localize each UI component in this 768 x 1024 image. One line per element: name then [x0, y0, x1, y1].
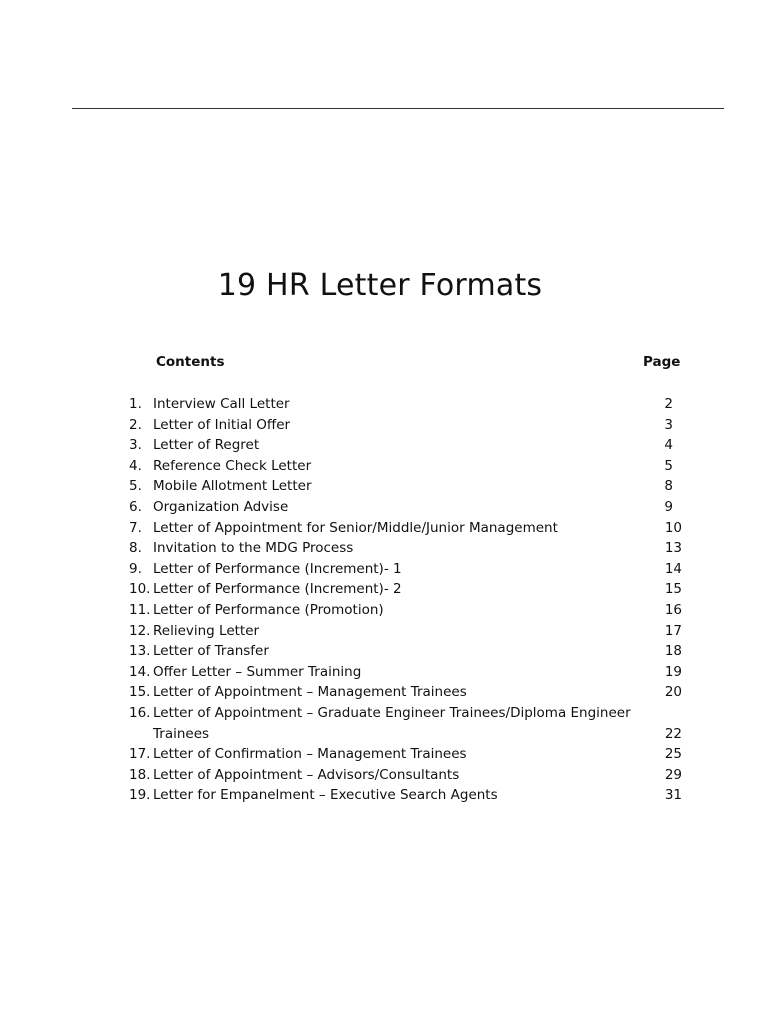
toc-entry-page: 25	[664, 746, 682, 763]
toc-entry-title: Letter of Appointment – Graduate Engineer Trainees/Diploma Engineer Trainees	[153, 704, 631, 742]
toc-entry[interactable]	[0, 559, 768, 580]
toc-entry[interactable]	[0, 621, 768, 642]
toc-entry-number: 12.	[129, 622, 151, 639]
toc-entry-number: 9.	[129, 560, 142, 577]
toc-entry[interactable]	[0, 600, 768, 621]
document-title: 19 HR Letter Formats	[217, 268, 543, 304]
toc-entry[interactable]	[0, 744, 768, 765]
table-of-contents	[0, 394, 768, 806]
toc-entry-number: 19.	[129, 787, 151, 804]
toc-entry-page: 18	[664, 643, 682, 660]
toc-entry-number: 7.	[129, 519, 142, 536]
toc-entry-number: 11.	[129, 601, 151, 618]
toc-entry-title: Letter of Performance (Promotion)	[153, 601, 384, 618]
toc-entry-title: Letter of Appointment – Advisors/Consultants	[153, 766, 460, 783]
toc-entry-page: 29	[664, 766, 682, 783]
toc-entry[interactable]	[0, 435, 768, 456]
toc-entry-title: Letter of Regret	[153, 437, 260, 454]
toc-entry-title: Letter of Initial Offer	[153, 416, 291, 433]
contents-heading: Contents	[156, 354, 225, 370]
page-column-heading: Page	[643, 354, 681, 370]
toc-entry-number: 3.	[129, 437, 142, 454]
toc-entry-number: 2.	[129, 416, 142, 433]
toc-entry-page: 8	[664, 478, 673, 495]
toc-entry-number: 1.	[129, 396, 142, 412]
toc-entry[interactable]	[0, 415, 768, 436]
toc-entry-page: 10	[664, 519, 682, 536]
toc-entry-title: Letter of Confirmation – Management Trainees	[153, 746, 467, 763]
toc-entry-page: 22	[664, 725, 682, 742]
toc-entry-number: 18.	[129, 766, 151, 783]
toc-entry-page: 31	[664, 787, 682, 804]
toc-entry[interactable]	[0, 641, 768, 662]
toc-entry-number: 10.	[129, 581, 151, 598]
toc-entry[interactable]	[0, 456, 768, 477]
toc-entry-page: 14	[664, 560, 682, 577]
toc-entry-number: 8.	[129, 540, 142, 557]
toc-entry[interactable]	[0, 538, 768, 559]
toc-entry-title: Letter of Performance (Increment)- 1	[153, 560, 402, 577]
toc-entry-page: 5	[664, 457, 673, 474]
toc-entry[interactable]	[0, 497, 768, 518]
toc-entry[interactable]	[0, 579, 768, 600]
toc-entry[interactable]	[0, 785, 768, 806]
toc-entry-page: 13	[664, 540, 682, 557]
toc-entry-title: Mobile Allotment Letter	[153, 478, 312, 495]
toc-entry[interactable]	[0, 765, 768, 786]
toc-entry[interactable]	[0, 682, 768, 703]
toc-entry[interactable]	[0, 476, 768, 497]
toc-entry-title: Invitation to the MDG Process	[153, 540, 354, 557]
toc-entry[interactable]	[0, 662, 768, 683]
toc-entry-page: 17	[664, 622, 682, 639]
toc-entry-number: 17.	[129, 746, 151, 763]
toc-entry[interactable]	[0, 703, 768, 744]
toc-entry-number: 13.	[129, 643, 151, 660]
toc-entry-number: 6.	[129, 498, 142, 515]
toc-entry-title: Interview Call Letter	[153, 396, 290, 412]
toc-entry-title: Organization Advise	[153, 498, 289, 515]
header-rule	[72, 108, 724, 109]
toc-entry-number: 5.	[129, 478, 142, 495]
toc-entry-title: Letter of Appointment for Senior/Middle/Junior Management	[153, 519, 558, 536]
toc-entry-page: 3	[664, 416, 673, 433]
toc-entry-number: 14.	[129, 663, 151, 680]
toc-entry-page: 4	[664, 437, 673, 454]
toc-entry-number: 16.	[129, 704, 151, 721]
toc-entry-title: Relieving Letter	[153, 622, 260, 639]
toc-entry-title: Letter of Appointment – Management Trainees	[153, 684, 467, 701]
toc-entry[interactable]	[0, 518, 768, 539]
toc-entry-number: 4.	[129, 457, 142, 474]
toc-entry-page: 19	[664, 663, 682, 680]
toc-entry-page: 20	[664, 684, 682, 701]
toc-entry-title: Offer Letter – Summer Training	[153, 663, 362, 680]
toc-entry[interactable]	[0, 394, 768, 415]
toc-entry-page: 2	[664, 396, 673, 412]
toc-entry-page: 16	[664, 601, 682, 618]
toc-entry-title: Letter of Performance (Increment)- 2	[153, 581, 402, 598]
toc-entry-page: 15	[664, 581, 682, 598]
toc-entry-page: 9	[664, 498, 673, 515]
toc-entry-number: 15.	[129, 684, 151, 701]
toc-entry-title: Letter for Empanelment – Executive Search Agents	[153, 787, 498, 804]
toc-entry-title: Letter of Transfer	[153, 643, 269, 660]
toc-entry-title: Reference Check Letter	[153, 457, 312, 474]
